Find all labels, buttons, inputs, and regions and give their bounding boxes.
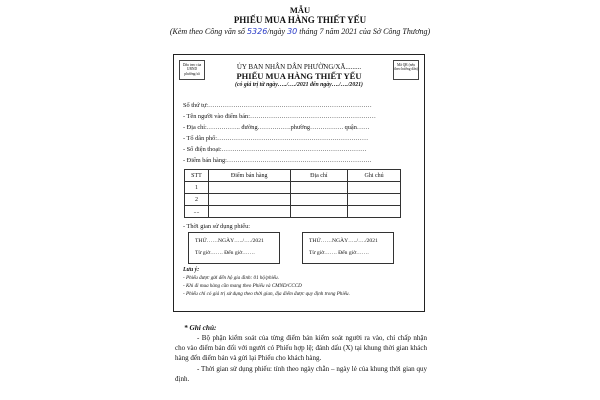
remarks-paragraph: - Bộ phận kiểm soát của từng điểm bán kiểm soát người ra vào, chỉ chấp nhận cho vào điểm bán đối với người có Phiếu hợp lệ; đánh dấu (X) tại khung thời gian khách hàng đến điểm bán và gửi lại Phiếu cho khách hàng.	[175, 334, 427, 362]
usage-time-label: - Thời gian sử dụng phiếu:	[183, 223, 250, 230]
table-header-row	[185, 170, 401, 182]
column-header: STT	[185, 170, 209, 182]
time-slot-date: THỨ……NGÀY…../…./2021	[195, 238, 264, 244]
document-subtitle	[0, 27, 600, 36]
field-ten-nguoi: - Tên người vào điểm bán:……………………………………………………	[183, 113, 376, 120]
table-cell	[290, 206, 348, 218]
handwritten-dispatch-number: 5326	[246, 27, 268, 36]
field-diem-ban-hang: - Điểm bán hàng:……………………………………………………………	[183, 157, 372, 164]
time-slot-hours: Từ giờ……. Đến giờ…….	[309, 250, 369, 256]
table-cell	[290, 182, 348, 194]
document-title: PHIẾU MUA HÀNG THIẾT YẾU	[233, 15, 367, 25]
shop-table	[184, 169, 401, 218]
table-cell	[208, 206, 290, 218]
issuing-authority: ỦY BAN NHÂN DÂN PHƯỜNG/XÃ.........	[236, 63, 362, 71]
notes-heading: Lưu ý:	[183, 267, 200, 273]
table-row	[185, 194, 401, 206]
column-header: Ghi chú	[348, 170, 401, 182]
template-label: MẪU	[289, 5, 311, 15]
table-row	[185, 206, 401, 218]
field-dia-chi: - Địa chỉ:……………. đường…………….phường……………. quận……	[183, 124, 370, 131]
field-to-dan-pho: - Tổ dân phố:………………………………………………………………	[183, 135, 369, 142]
table-cell	[208, 194, 290, 206]
table-cell: ....	[185, 206, 209, 218]
table-cell: 1	[185, 182, 209, 194]
time-slot-date: THỨ……NGÀY…../…./2021	[309, 238, 378, 244]
table-cell	[348, 182, 401, 194]
subtitle-middle: /ngày	[267, 27, 288, 36]
time-slot-box[interactable]	[302, 232, 394, 264]
voucher-title: PHIẾU MUA HÀNG THIẾT YẾU	[236, 71, 362, 81]
field-so-thu-tu: Số thứ tự:……………………………………………………………………	[183, 102, 372, 109]
table-cell: 2	[185, 194, 209, 206]
note-item: - Khi đi mua hàng cần mang theo Phiếu và CMND/CCCD	[183, 283, 302, 289]
column-header: Địa chỉ	[290, 170, 348, 182]
time-slot-hours: Từ giờ……. Đến giờ…….	[195, 250, 255, 256]
stamp-box-left: Dấu treo của UBND phường/xã	[179, 60, 205, 80]
table-cell	[348, 194, 401, 206]
handwritten-day: 30	[287, 27, 298, 36]
subtitle-prefix: (Kèm theo Công văn số	[169, 27, 247, 36]
remarks-heading: * Ghi chú:	[184, 323, 217, 332]
validity-period: (có giá trị từ ngày…../…./2021 đến ngày…./…./2021)	[235, 82, 363, 88]
field-so-dien-thoai: - Số điện thoại:……………………………………………………………	[183, 146, 367, 153]
table-cell	[208, 182, 290, 194]
subtitle-suffix: tháng 7 năm 2021 của Sở Công Thương)	[297, 27, 431, 36]
remarks-paragraph: - Thời gian sử dụng phiếu: tính theo ngày chẵn – ngày lẻ của khung thời gian quy định.	[175, 365, 427, 383]
voucher-card	[173, 54, 425, 312]
time-slot-box[interactable]	[188, 232, 280, 264]
qr-box-right: Mã QR (nếu theo hướng dẫn)	[393, 60, 419, 80]
note-item: - Phiếu chỉ có giá trị sử dụng theo thời gian, địa điểm được quy định trong Phiếu.	[183, 291, 350, 297]
note-item: - Phiếu được gửi đến hộ gia đình: 01 hộ/phiếu.	[183, 275, 279, 281]
table-row	[185, 182, 401, 194]
column-header: Điểm bán hàng	[208, 170, 290, 182]
table-cell	[290, 194, 348, 206]
table-cell	[348, 206, 401, 218]
